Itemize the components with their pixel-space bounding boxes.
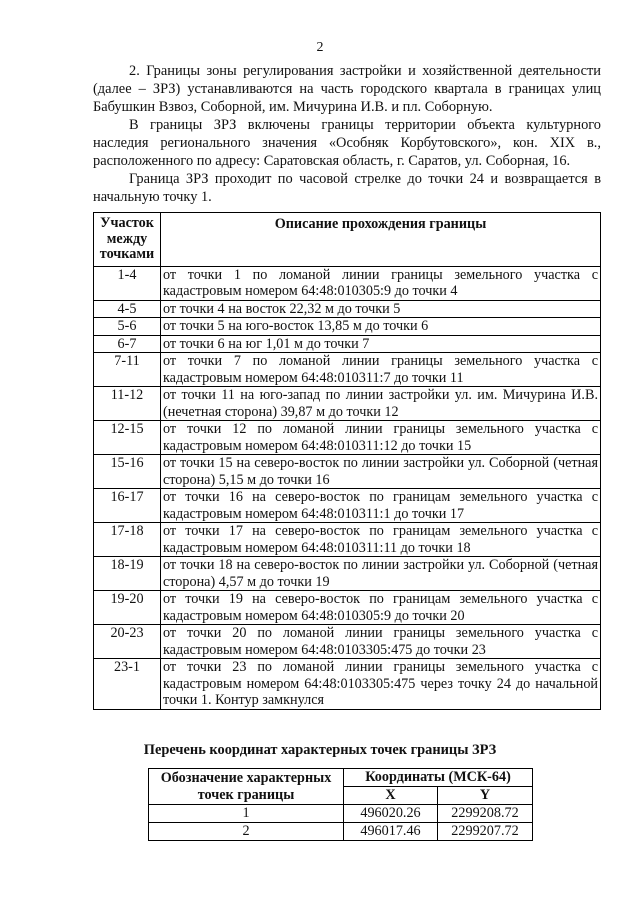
header-coordinates: Координаты (МСК-64) (344, 769, 533, 787)
segment-cell: 19-20 (94, 591, 161, 625)
segment-cell: 16-17 (94, 489, 161, 523)
description-cell: от точки 20 по ломаной линии границы земельного участка с кадастровым номером 64:48:0103305:475 до точки 23 (161, 625, 601, 659)
segment-cell: 18-19 (94, 557, 161, 591)
table-row (94, 659, 601, 710)
header-segment: Участок между точками (94, 213, 161, 267)
table-row (94, 523, 601, 557)
table-row (94, 387, 601, 421)
segment-cell: 7-11 (94, 353, 161, 387)
description-cell: от точки 1 по ломаной линии границы земельного участка с кадастровым номером 64:48:010305:9 до точки 4 (161, 266, 601, 300)
table-row (94, 421, 601, 455)
description-cell: от точки 12 по ломаной линии границы земельного участка с кадастровым номером 64:48:010311:12 до точки 15 (161, 421, 601, 455)
segment-cell: 1-4 (94, 266, 161, 300)
segment-cell: 12-15 (94, 421, 161, 455)
x-cell: 496017.46 (344, 823, 438, 841)
segment-cell: 15-16 (94, 455, 161, 489)
segment-cell: 17-18 (94, 523, 161, 557)
coords-table (148, 768, 533, 841)
coords-section-title: Перечень координат характерных точек границы ЗРЗ (143, 742, 497, 758)
description-cell: от точки 4 на восток 22,32 м до точки 5 (161, 300, 601, 318)
description-cell: от точки 7 по ломаной линии границы земельного участка с кадастровым номером 64:48:010311:7 до точки 11 (161, 353, 601, 387)
point-cell: 1 (149, 805, 344, 823)
description-cell: от точки 19 на северо-восток по границам земельного участка с кадастровым номером 64:48:010305:9 до точки 20 (161, 591, 601, 625)
table-row (149, 823, 533, 841)
coords-header-row (149, 769, 533, 787)
description-cell: от точки 15 на северо-восток по линии застройки ул. Соборной (четная сторона) 5,15 м до точки 16 (161, 455, 601, 489)
segment-cell: 4-5 (94, 300, 161, 318)
x-cell: 496020.26 (344, 805, 438, 823)
header-description: Описание прохождения границы (161, 213, 601, 267)
table-row (94, 335, 601, 353)
paragraph: В границы ЗРЗ включены границы территории объекта культурного наследия регионального значения «Особняк Корбутовского», кон. XIX в., расположенного по адресу: Саратовская область, г. Саратов, ул. Соборная, 16. (93, 117, 601, 169)
table-row (94, 455, 601, 489)
description-cell: от точки 23 по ломаной линии границы земельного участка с кадастровым номером 64:48:0103305:475 через точку 24 до начальной точки 1. Контур замкнулся (161, 659, 601, 710)
description-cell: от точки 11 на юго-запад по линии застройки ул. им. Мичурина И.В. (нечетная сторона) 39,87 м до точки 12 (161, 387, 601, 421)
segment-cell: 6-7 (94, 335, 161, 353)
page-number: 2 (316, 40, 324, 55)
table-row (94, 557, 601, 591)
header-x: X (344, 787, 438, 805)
segment-cell: 23-1 (94, 659, 161, 710)
segment-cell: 5-6 (94, 318, 161, 336)
table-row (149, 805, 533, 823)
description-cell: от точки 5 на юго-восток 13,85 м до точки 6 (161, 318, 601, 336)
boundary-table-body (94, 266, 601, 709)
intro-text (93, 62, 601, 206)
description-cell: от точки 17 на северо-восток по границам земельного участка с кадастровым номером 64:48:010311:11 до точки 18 (161, 523, 601, 557)
segment-cell: 20-23 (94, 625, 161, 659)
paragraph: 2. Границы зоны регулирования застройки и хозяйственной деятельности (далее – ЗРЗ) устанавливаются на часть городского квартала в границах улиц Бабушкин Взвоз, Соборной, им. Мичурина И.В. и пл. Соборную. (93, 63, 601, 115)
header-y: Y (438, 787, 533, 805)
table-row (94, 591, 601, 625)
boundary-table (93, 212, 601, 710)
table-row (94, 300, 601, 318)
segment-cell: 11-12 (94, 387, 161, 421)
description-cell: от точки 16 на северо-восток по границам земельного участка с кадастровым номером 64:48:010311:1 до точки 17 (161, 489, 601, 523)
table-row (94, 489, 601, 523)
table-row (94, 318, 601, 336)
description-cell: от точки 18 на северо-восток по линии застройки ул. Соборной (четная сторона) 4,57 м до точки 19 (161, 557, 601, 591)
y-cell: 2299207.72 (438, 823, 533, 841)
y-cell: 2299208.72 (438, 805, 533, 823)
header-point-name: Обозначение характерных точек границы (149, 769, 344, 805)
table-header-row (94, 213, 601, 267)
table-row (94, 625, 601, 659)
table-row (94, 353, 601, 387)
description-cell: от точки 6 на юг 1,01 м до точки 7 (161, 335, 601, 353)
table-row (94, 266, 601, 300)
point-cell: 2 (149, 823, 344, 841)
paragraph: Граница ЗРЗ проходит по часовой стрелке до точки 24 и возвращается в начальную точку 1. (93, 171, 601, 205)
